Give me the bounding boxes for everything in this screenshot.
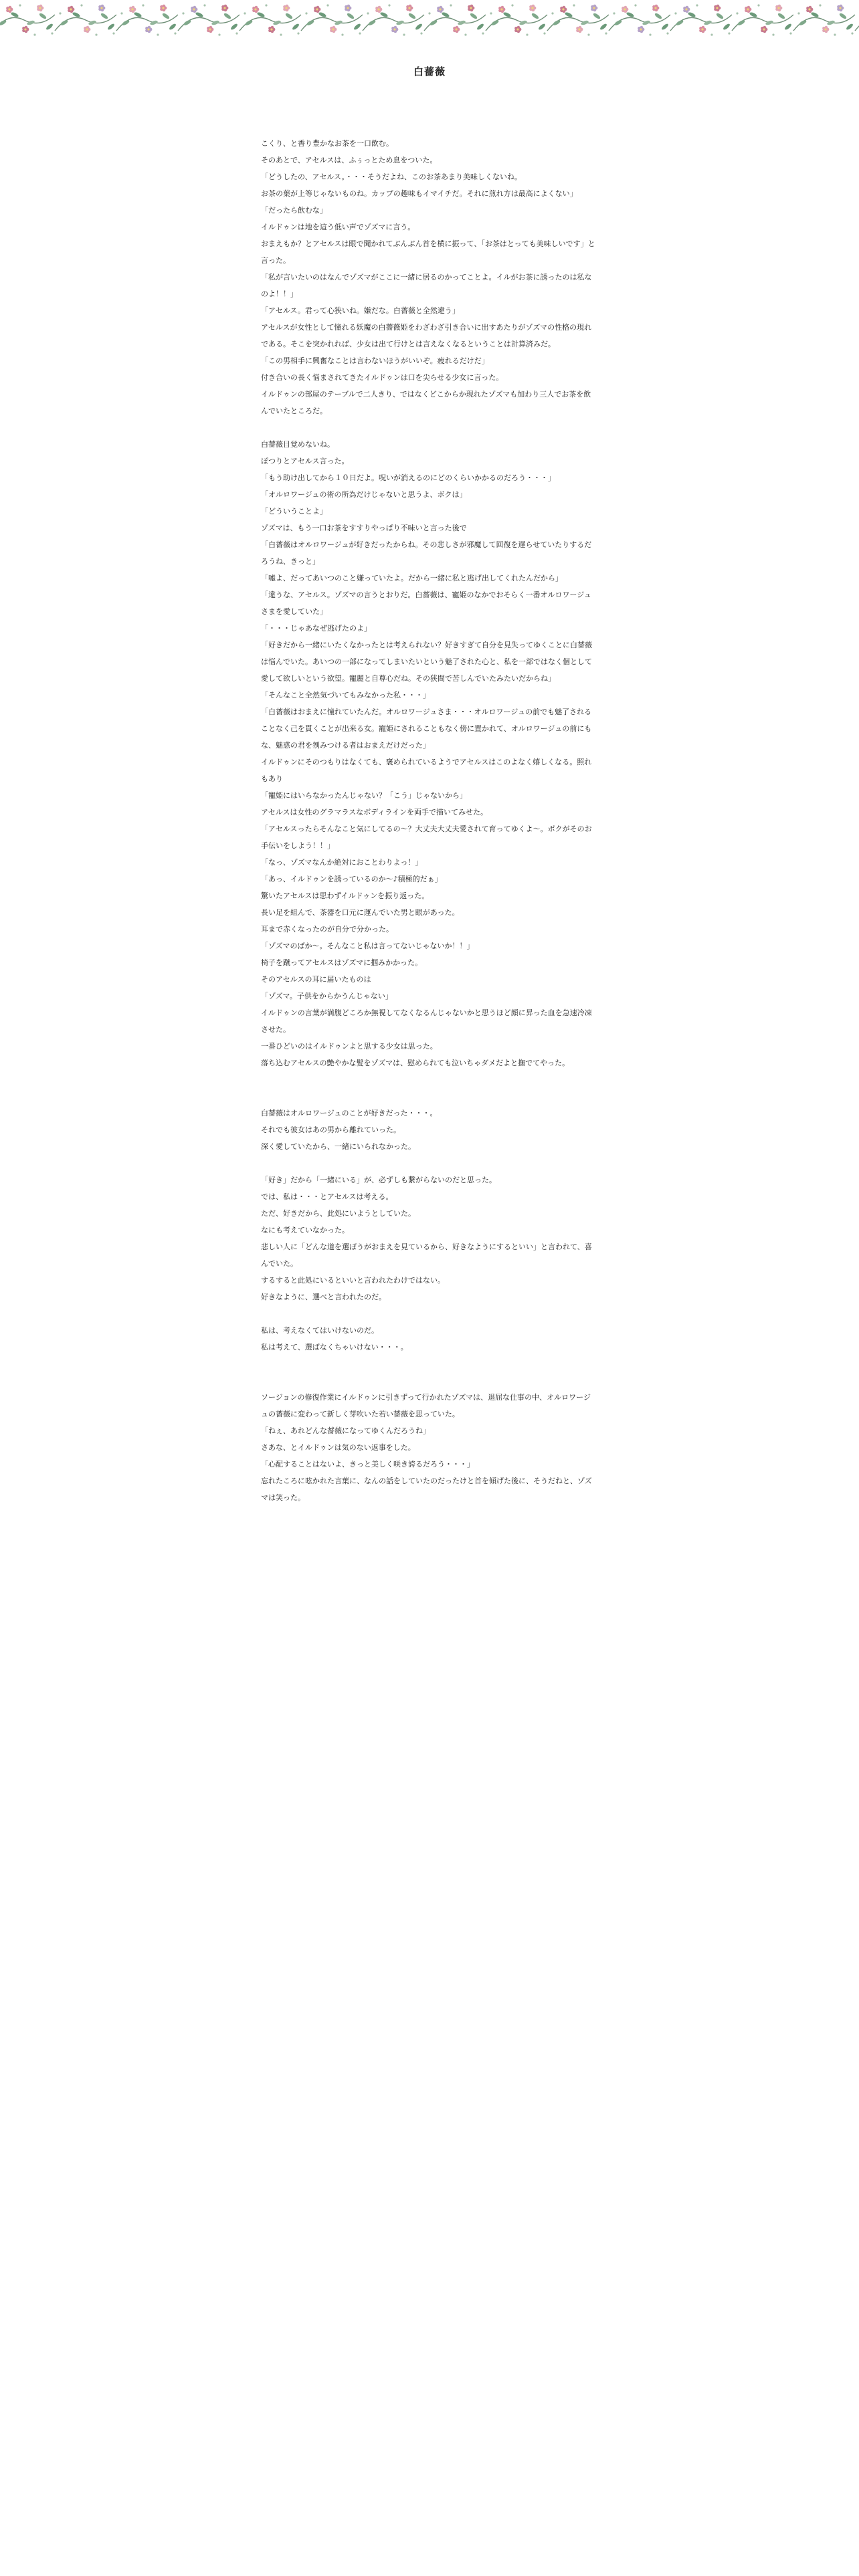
page-title: 白薔薇 (413, 66, 446, 78)
story-line: 忘れたころに呟かれた言葉に、なんの話をしていたのだったけと首を傾げた後に、そうだねと、ゾズマは笑った。 (261, 1477, 592, 1502)
vine-motif (55, 4, 116, 35)
story-line: 「白薔薇はオルロワージュが好きだったからね。その悲しさが邪魔して回復を遅らせていたりするだろうね、きっと」 (261, 540, 592, 566)
story-line: 「アセルス。君って心狭いね。嫌だな。白薔薇と全然違う」 (261, 306, 460, 315)
floral-vine-icon (0, 0, 859, 43)
vine-motif (240, 4, 301, 35)
vine-motif (732, 4, 793, 35)
story-line: 「私が言いたいのはなんでゾズマがここに一緒に居るのかってことよ。イルがお茶に誘ったのは私なのよ！！」 (261, 273, 592, 298)
vine-motif (0, 4, 55, 35)
story-line: さあな、とイルドゥンは気のない返事をした。 (261, 1443, 415, 1452)
story-line: ソージョンの修復作業にイルドゥンに引きずって行かれたゾズマは、退屈な仕事の中、オルロワージュの薔薇に変わって新しく芽吹いた若い薔薇を思っていた。 (261, 1393, 591, 1418)
story-line: 「どういうことよ」 (261, 507, 327, 516)
story-line: 「白薔薇はおまえに憧れていたんだ。オルロワージュさま・・・オルロワージュの前でも魅了されることなく己を貫くことが出来る女。寵姫にされることもなく傍に置かれて、オルロワージュの前にもな、魅惑の君を刎みつける者はおまえだけだった」 (261, 708, 592, 750)
story-line: では、私は・・・とアセルスは考える。 (261, 1192, 393, 1201)
story-line: 私は考えて、選ばなくちゃいけない・・・。 (261, 1343, 408, 1352)
vine-motif (424, 4, 486, 35)
story-line: 白薔薇目覚めないね。 (261, 440, 335, 449)
vine-motif (178, 4, 240, 35)
story-line: 「違うな、アセルス。ゾズマの言うとおりだ。白薔薇は、寵姫のなかでおそらく一番オルロワージュさまを愛していた」 (261, 591, 592, 616)
story-line: 耳まで赤くなったのが自分で分かった。 (261, 925, 393, 934)
story-line: イルドゥンは地を這う低い声でゾズマに言う。 (261, 223, 415, 231)
vine-motif (486, 4, 547, 35)
story-line: 好きなように、選べと言われたのだ。 (261, 1293, 386, 1301)
story-line: 「なっ、ゾズマなんか絶対におことわりよっ！」 (261, 858, 423, 867)
story-line: それでも彼女はあの男から離れていった。 (261, 1125, 401, 1134)
story-line: 「そんなこと全然気づいてもみなかった私・・・」 (261, 691, 430, 700)
story-line: 「ねぇ、あれどんな薔薇になってゆくんだろうね」 (261, 1426, 430, 1435)
story-line: 「嘘よ、だってあいつのこと嫌っていたよ。だから一緒に私と逃げ出してくれたんだから」 (261, 574, 563, 582)
story-line: そのあとで、アセルスは、ふぅっとため息をついた。 (261, 156, 438, 165)
story-line: イルドゥンの言葉が満腹どころか無視してなくなるんじゃないかと思うほど顔に昇った血を急速冷凍させた。 (261, 1008, 592, 1034)
blank-line (261, 1088, 595, 1105)
story-line: するすると此処にいるといいと言われたわけではない。 (261, 1276, 445, 1285)
story-line: 深く愛していたから、一緒にいられなかった。 (261, 1142, 415, 1151)
story-line: ただ、好きだから、此処にいようとしていた。 (261, 1209, 415, 1218)
story-line: 椅子を蹴ってアセルスはゾズマに掴みかかった。 (261, 958, 423, 967)
story-line: そのアセルスの耳に届いたものは (261, 975, 371, 984)
story-line: 「どうしたの、アセルス。・・・そうだよね、このお茶あまり美味しくないね。 (261, 173, 522, 181)
story-line: 「好き」だから「一緒にいる」が、必ずしも繋がらないのだと思った。 (261, 1176, 496, 1184)
story-line: 「ゾズマのばか〜。そんなこと私は言ってないじゃないか！！」 (261, 942, 474, 950)
story-line: 「寵姫にはいらなかったんじゃない？「こう」じゃないから」 (261, 791, 467, 800)
story-line: アセルスは女性のグラマラスなボディラインを両手で描いてみせた。 (261, 808, 488, 817)
story-line: 私は、考えなくてはいけないのだ。 (261, 1326, 379, 1335)
story-line: 白薔薇はオルロワージュのことが好きだった・・・。 (261, 1109, 438, 1117)
story-line: こくり、と香り豊かなお茶を一口飲む。 (261, 139, 393, 148)
story-line: 「この男相手に興奮なことは言わないほうがいいぞ。疲れるだけだ」 (261, 356, 489, 365)
vine-motif (855, 4, 859, 35)
story-line: 「だったら飲むな」 (261, 206, 327, 215)
vine-motif (301, 4, 363, 35)
story-line: アセルスが女性として憧れる妖魔の白薔薇姫をわざわざ引き合いに出すあたりがゾズマの性格の現れである。そこを突かれれば、少女は出て行けとは言えなくなるということは計算済みだ。 (261, 323, 592, 348)
story-line: なにも考えていなかった。 (261, 1226, 349, 1235)
story-line: 「・・・じゃあなぜ逃げたのよ」 (261, 624, 371, 633)
vine-motif (363, 4, 424, 35)
story-line: 悲しい人に「どんな道を選ぼうがおまえを見ているから、好きなようにするといい」と言われて、喜んでいた。 (261, 1243, 592, 1268)
story-line: 落ち込むアセルスの艶やかな髪をゾズマは、慰められても泣いちゃダメだよと撫でてやった。 (261, 1059, 570, 1067)
story-line: イルドゥンにそのつもりはなくても、褒められているようでアセルスはこのよなく嬉しくなる。照れもあり (261, 758, 592, 783)
story-line: 一番ひどいのはイルドゥンよと思する少女は思った。 (261, 1042, 438, 1051)
vine-motif (670, 4, 732, 35)
story-line: 付き合いの長く悩まされてきたイルドゥンは口を尖らせる少女に言った。 (261, 373, 504, 382)
story-line: 「アセルスったらそんなこと気にしてるの〜？大丈夫大丈夫愛されて育ってゆくよ〜。ボクがそのお手伝いをしよう！！」 (261, 825, 592, 850)
blank-line (261, 1155, 595, 1172)
blank-line (261, 419, 595, 436)
story-line: 「好きだから一緒にいたくなかったとは考えられない？好きすぎて自分を見失ってゆくことに白薔薇は悩んでいた。あいつの一部になってしまいたいという魅了された心と、私を一部ではなく個として愛して欲しいという欲望。寵麗と自尊心だね。その狭間で苦しんでいたみたいだからね」 (261, 641, 592, 683)
story-body (261, 135, 595, 1506)
story-line: お茶の葉が上等じゃないものね。カップの趣味もイマイチだ。それに煎れ方は最高によくない」 (261, 189, 577, 198)
blank-line (261, 1356, 595, 1372)
blank-line (261, 1372, 595, 1389)
story-line: ぽつりとアセルス言った。 (261, 457, 349, 465)
floral-border-decoration (0, 0, 859, 43)
story-line: 「心配することはないよ、きっと美しく咲き誇るだろう・・・」 (261, 1460, 474, 1469)
vine-motif (547, 4, 609, 35)
story-line: 長い足を組んで、茶器を口元に運んでいた男と眼があった。 (261, 908, 460, 917)
story-line: ゾズマは、もう一口お茶をすすりやっぱり不味いと言った後で (261, 524, 467, 532)
vine-motif (609, 4, 670, 35)
blank-line (261, 1071, 595, 1088)
story-line: 「オルロワージュの術の所為だけじゃないと思うよ、ボクは」 (261, 490, 467, 499)
vine-motif (793, 4, 855, 35)
blank-line (261, 1305, 595, 1322)
story-line: おまえもか？とアセルスは眼で聞かれてぶんぶん首を横に振って、「お茶はとっても美味しいです」と言った。 (261, 239, 595, 265)
story-line: 驚いたアセルスは思わずイルドゥンを振り返った。 (261, 891, 430, 900)
story-line: イルドゥンの部屋のテーブルで二人きり、ではなくどこからか現れたゾズマも加わり三人でお茶を飲んでいたところだ。 (261, 390, 591, 415)
story-line: 「もう助け出してから１０日だよ。呪いが消えるのにどのくらいかかるのだろう・・・」 (261, 473, 555, 482)
story-line: 「ゾズマ。子供をからかうんじゃない」 (261, 992, 393, 1000)
story-line: 「あっ、イルドゥンを誘っているのか〜♪積極的だぁ」 (261, 875, 442, 883)
vine-motif (116, 4, 178, 35)
